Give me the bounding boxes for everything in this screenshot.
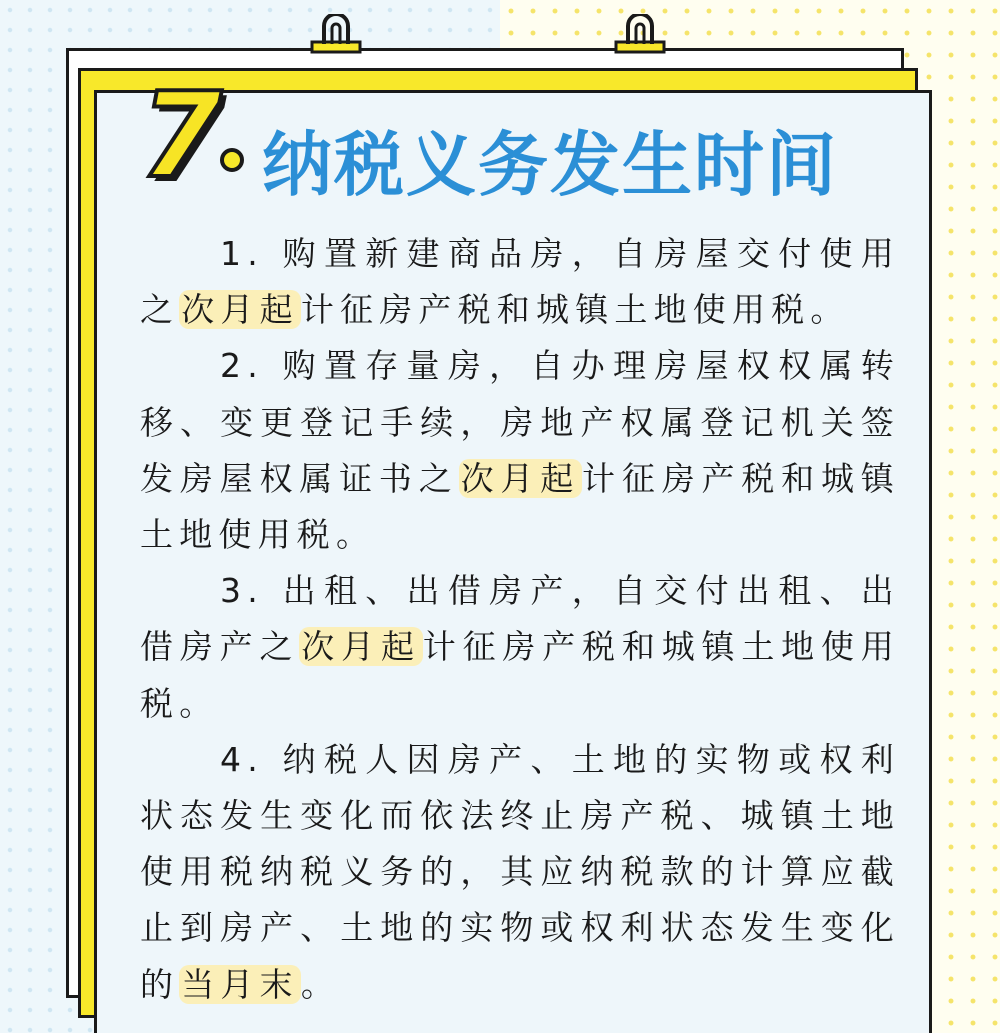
binder-clip-icon bbox=[612, 14, 668, 54]
highlight-term: 次月起 bbox=[460, 458, 581, 498]
content-body bbox=[140, 226, 900, 1013]
section-number: 7 bbox=[140, 66, 223, 204]
highlight-term: 当月末 bbox=[181, 964, 299, 1004]
paragraph-3: 3. 出租、出借房产，自交付出租、出借房产之次月起计征房产税和城镇土地使用税。 bbox=[140, 571, 900, 723]
highlight-term: 次月起 bbox=[301, 627, 421, 667]
bullet-dot-icon bbox=[218, 146, 246, 174]
binder-clip-icon bbox=[308, 14, 364, 54]
paragraph-1: 1. 购置新建商品房，自房屋交付使用之次月起计征房产税和城镇土地使用税。 bbox=[140, 234, 900, 330]
paragraph-2: 2. 购置存量房，自办理房屋权权属转移、变更登记手续，房地产权属登记机关签发房屋权属证书之次月起计征房产税和城镇土地使用税。 bbox=[140, 346, 900, 555]
paragraph-4: 4. 纳税人因房产、土地的实物或权利状态发生变化而依法终止房产税、城镇土地使用税纳税义务的，其应纳税款的计算应截止到房产、土地的实物或权利状态发生变化的当月末。 bbox=[140, 739, 900, 1004]
page-title: 纳税义务发生时间 bbox=[262, 124, 838, 206]
highlight-term: 次月起 bbox=[181, 290, 299, 330]
